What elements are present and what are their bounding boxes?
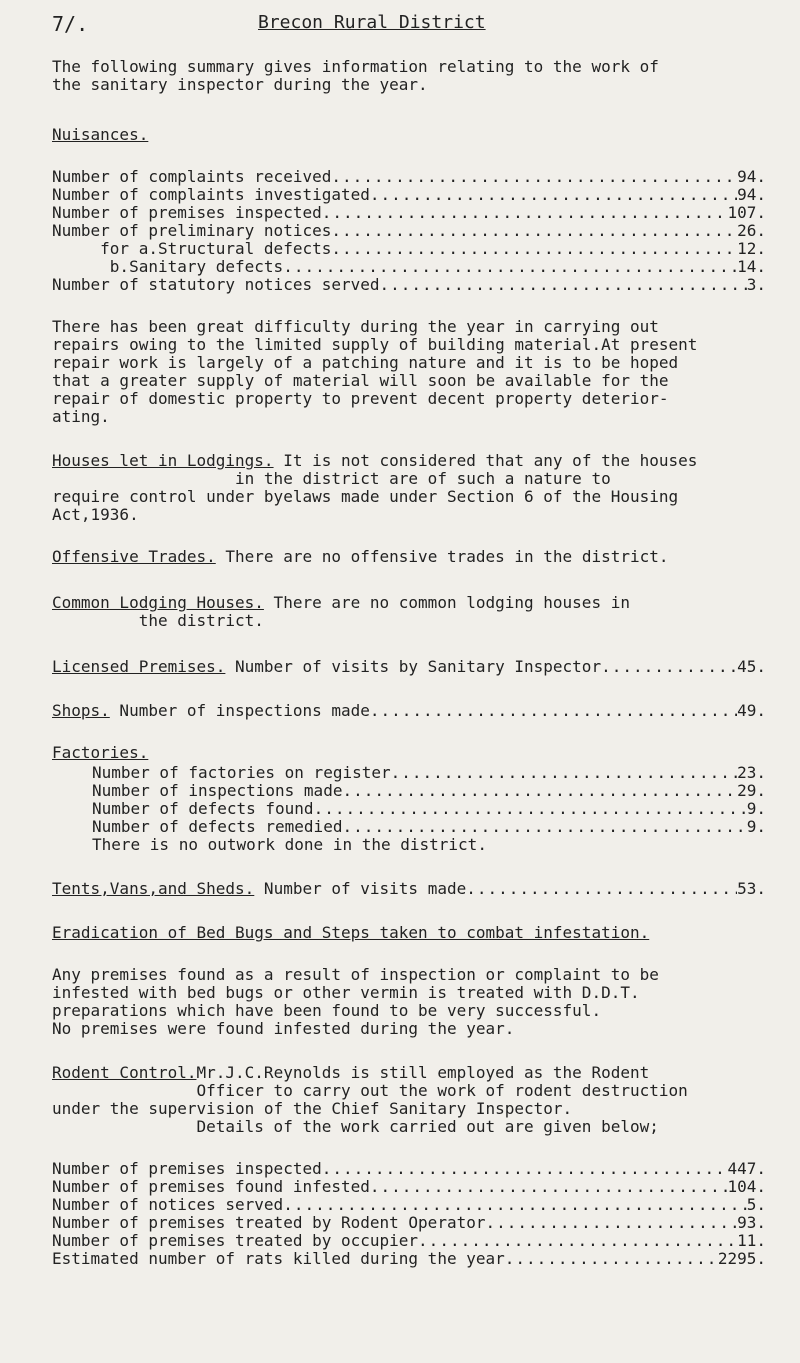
rodent-row: Number of premises treated by Rodent Operator ..... 93. bbox=[52, 1214, 766, 1232]
factory-row: Number of factories on register ..... 23. bbox=[92, 764, 766, 782]
nuisance-paragraph-line: There has been great difficulty during the year in carrying out bbox=[52, 317, 659, 336]
houses-lodgings-line: require control under byelaws made under Section 6 of the Housing bbox=[52, 487, 679, 506]
page-number: 7/. bbox=[52, 12, 89, 36]
rodent-control-heading: Rodent Control. bbox=[52, 1063, 197, 1082]
nuisance-row: Number of complaints received ..... 94. bbox=[52, 168, 766, 186]
factory-row: Number of defects remedied ..... 9. bbox=[92, 818, 766, 836]
houses-lodgings-line: Houses let in Lodgings. It is not considered that any of the houses bbox=[52, 451, 698, 470]
factory-row: Number of defects found ..... 9. bbox=[92, 800, 766, 818]
factory-row: Number of inspections made ..... 29. bbox=[92, 782, 766, 800]
bed-bugs-line: infested with bed bugs or other vermin is treated with D.D.T. bbox=[52, 983, 640, 1002]
nuisance-row: Number of complaints investigated ..... 94. bbox=[52, 186, 766, 204]
tents-vans-row: Tents,Vans,and Sheds. Number of visits made ..... 53. bbox=[52, 880, 766, 898]
rodent-row: Estimated number of rats killed during the year ..... 2295. bbox=[52, 1250, 766, 1268]
bed-bugs-line: Any premises found as a result of inspection or complaint to be bbox=[52, 965, 659, 984]
rodent-control-line: Details of the work carried out are given below; bbox=[52, 1117, 659, 1136]
shops-row: Shops. Number of inspections made ..... 49. bbox=[52, 702, 766, 720]
page-title: Brecon Rural District bbox=[258, 12, 486, 33]
intro-line-2: the sanitary inspector during the year. bbox=[52, 75, 428, 94]
bed-bugs-line: No premises were found infested during the year. bbox=[52, 1019, 515, 1038]
houses-lodgings-heading: Houses let in Lodgings. bbox=[52, 451, 274, 470]
intro-line-1: The following summary gives information relating to the work of bbox=[52, 57, 659, 76]
nuisance-row: b.Sanitary defects ..... 14. bbox=[52, 258, 766, 276]
rodent-control-line: Rodent Control.Mr.J.C.Reynolds is still employed as the Rodent bbox=[52, 1063, 650, 1082]
nuisance-paragraph-line: that a greater supply of material will soon be available for the bbox=[52, 371, 669, 390]
nuisance-paragraph-line: repair work is largely of a patching nature and it is to be hoped bbox=[52, 353, 679, 372]
bed-bugs-heading: Eradication of Bed Bugs and Steps taken to combat infestation. bbox=[52, 923, 650, 942]
nuisance-paragraph-line: repair of domestic property to prevent decent property deterior- bbox=[52, 389, 669, 408]
offensive-trades-heading: Offensive Trades. bbox=[52, 547, 216, 566]
nuisance-paragraph-line: repairs owing to the limited supply of building material.At present bbox=[52, 335, 698, 354]
common-lodging-heading: Common Lodging Houses. bbox=[52, 593, 264, 612]
rodent-row: Number of notices served ..... 5. bbox=[52, 1196, 766, 1214]
nuisance-row: Number of preliminary notices ..... 26. bbox=[52, 222, 766, 240]
factory-outwork-note: There is no outwork done in the district. bbox=[92, 835, 487, 854]
common-lodging-line: Common Lodging Houses. There are no common lodging houses in bbox=[52, 593, 630, 612]
houses-lodgings-line: Act,1936. bbox=[52, 505, 139, 524]
rodent-row: Number of premises treated by occupier ..... 11. bbox=[52, 1232, 766, 1250]
nuisance-row: for a.Structural defects ..... 12. bbox=[52, 240, 766, 258]
rodent-control-line: Officer to carry out the work of rodent destruction bbox=[52, 1081, 688, 1100]
rodent-row: Number of premises inspected ..... 447. bbox=[52, 1160, 766, 1178]
nuisance-row: Number of premises inspected ..... 107. bbox=[52, 204, 766, 222]
rodent-control-line: under the supervision of the Chief Sanitary Inspector. bbox=[52, 1099, 573, 1118]
offensive-trades-line: Offensive Trades. There are no offensive trades in the district. bbox=[52, 547, 669, 566]
bed-bugs-line: preparations which have been found to be very successful. bbox=[52, 1001, 602, 1020]
common-lodging-line: the district. bbox=[52, 611, 264, 630]
houses-lodgings-line: in the district are of such a nature to bbox=[52, 469, 611, 488]
rodent-row: Number of premises found infested ..... 104. bbox=[52, 1178, 766, 1196]
nuisance-paragraph-line: ating. bbox=[52, 407, 110, 426]
nuisances-heading: Nuisances. bbox=[52, 125, 149, 144]
factories-heading: Factories. bbox=[52, 743, 149, 762]
licensed-premises-row: Licensed Premises. Number of visits by Sanitary Inspector ..... 45. bbox=[52, 658, 766, 676]
nuisance-row: Number of statutory notices served ..... 3. bbox=[52, 276, 766, 294]
